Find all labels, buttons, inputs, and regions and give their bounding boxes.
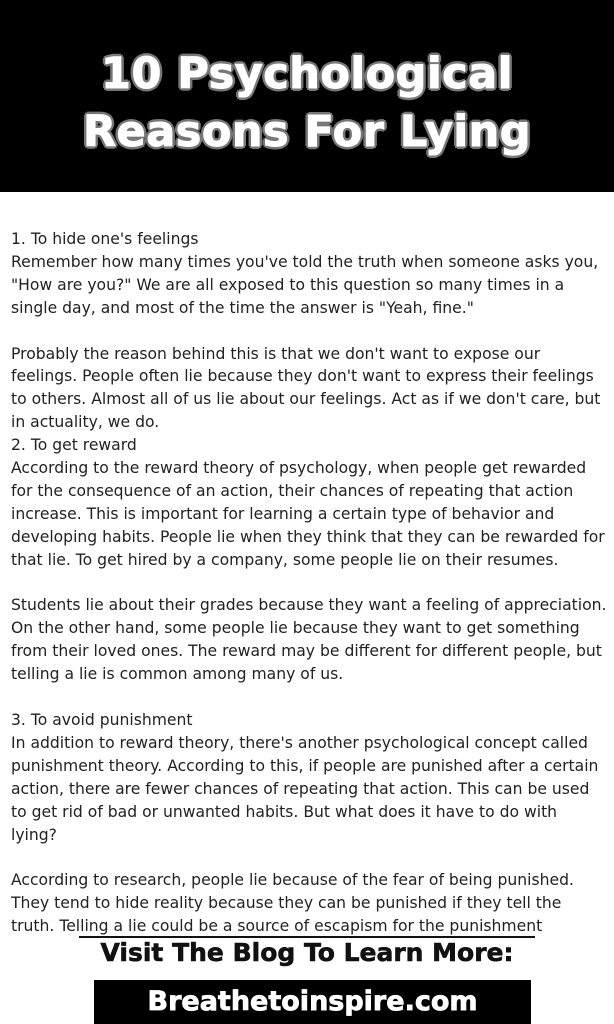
section-2-heading: 2. To get reward xyxy=(11,436,137,455)
site-banner[interactable] xyxy=(94,980,531,1024)
blog-cta-text: Visit The Blog To Learn More: xyxy=(100,938,514,967)
section-1-heading: 1. To hide one's feelings xyxy=(11,230,199,248)
page-title-line-2: Reasons For Lying xyxy=(82,107,532,157)
section-1-paragraph-1: Remember how many times you've told the truth when someone asks you, "How are you?" We are all exposed to this question so many times in a single day, and most of the time the answer is "Yeah, fine." xyxy=(11,252,599,317)
section-2-paragraph-1: According to the reward theory of psychology, when people get rewarded for the consequence of an action, their chances of repeating that action increase. This is important for learning a certain type of behavior and developing habits. People lie when they think that they can be rewarded for that lie. To get hired by a company, some people lie on their resumes. xyxy=(11,459,605,569)
article-body xyxy=(11,228,607,938)
title-banner xyxy=(0,0,614,192)
section-2-paragraph-2: Students lie about their grades because they want a feeling of appreciation. On the other hand, some people lie because they want to get something from their loved ones. The reward may be different for different people, but telling a lie is common among many of us. xyxy=(11,596,607,684)
section-3-heading: 3. To avoid punishment xyxy=(11,710,193,729)
paragraph-spacer xyxy=(11,320,607,343)
section-3-paragraph-1: In addition to reward theory, there's another psychological concept called punishment theory. According to this, if people are punished after a certain action, there are fewer chances of repeating that action. This can be used to get rid of bad or unwanted habits. But what does it have to do with lying? xyxy=(11,733,599,844)
section-3-paragraph-2: According to research, people lie because of the fear of being punished. They tend to hide reality because they can be punished if they tell the truth. Telling a lie could be a source of escapism for the punishment xyxy=(11,871,574,936)
paragraph-spacer xyxy=(11,686,607,709)
site-url[interactable]: Breathetoinspire.com xyxy=(147,986,478,1017)
paragraph-spacer xyxy=(11,846,607,869)
paragraph-spacer xyxy=(11,572,607,595)
section-1-paragraph-2: Probably the reason behind this is that we don't want to expose our feelings. People often lie because they don't want to express their feelings to others. Almost all of us lie about our feelings. Act as if we don't care, but in actuality, we do. xyxy=(11,344,601,432)
page-title-line-1: 10 Psychological xyxy=(101,49,513,99)
